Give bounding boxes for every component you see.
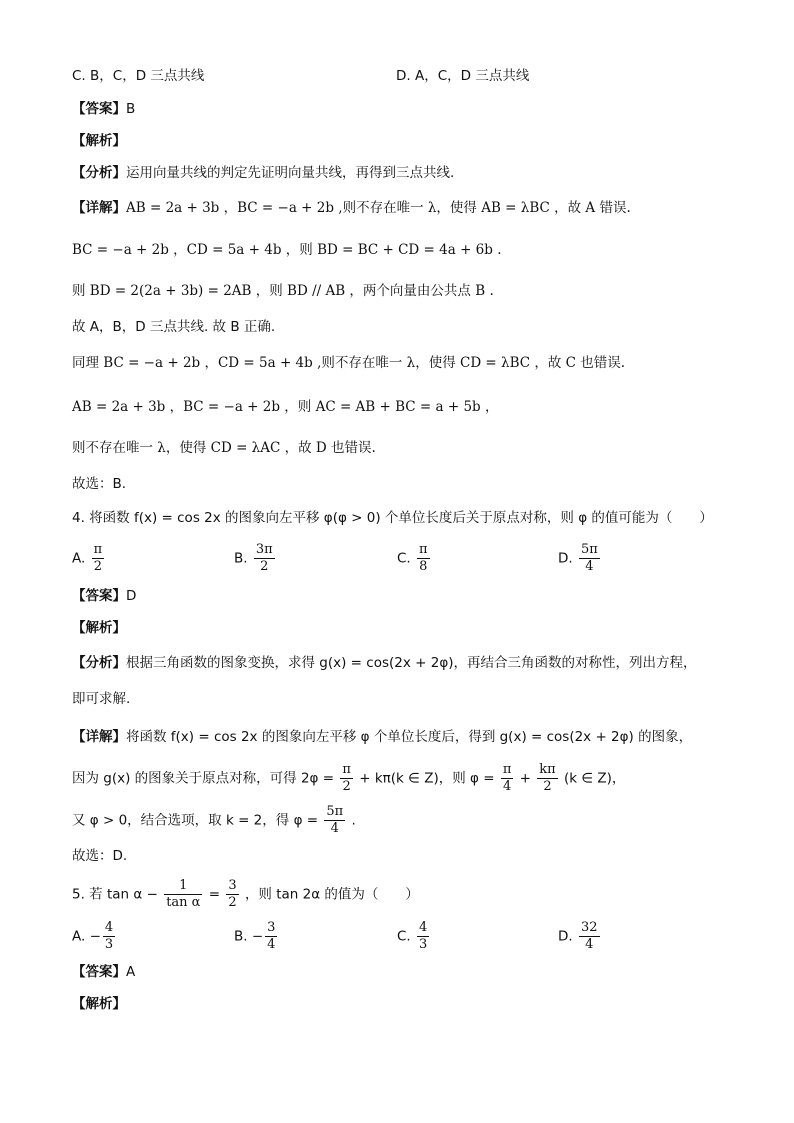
fenxi-text: 运用向量共线的判定先证明向量共线，再得到三点共线.: [126, 165, 455, 181]
q4-fenxi-line: [72, 653, 697, 673]
fraction: $\frac{\pi}{2}$: [342, 762, 351, 794]
fenxi-tag: 【分析】: [72, 165, 126, 181]
fenxi-tag: 【分析】: [72, 655, 126, 671]
q5-answer-line: [72, 962, 135, 982]
fraction: $\frac{3}{2}$: [228, 878, 237, 910]
analysis-tag: 【解析】: [72, 133, 126, 149]
detail-tag: 【详解】: [72, 729, 126, 745]
fraction: $\frac{1}{\text{tan α}}$: [166, 878, 201, 910]
q4-option-c: [397, 542, 432, 575]
option-label: C.: [397, 928, 411, 945]
option-label: B.: [234, 928, 248, 945]
q5-option-c: [397, 920, 431, 953]
q5-option-d: [558, 920, 602, 953]
q5-option-a: [72, 920, 117, 953]
option-fraction: $\frac{4}{3}$: [104, 920, 114, 952]
q4-stem: 4. 将函数 f(x) = cos 2x 的图象向左平移 φ(φ > 0) 个单位长度后关于原点对称，则 φ 的值可能为（ ）: [72, 510, 713, 526]
option-sign: −: [251, 928, 264, 945]
option-label: B.: [234, 550, 248, 567]
option-fraction: $\frac{4}{3}$: [419, 920, 428, 952]
q3-detail-line-1: [72, 198, 631, 218]
detail-tag: 【详解】: [72, 200, 126, 216]
q3-detail-line-3: 则 BD = 2(2a + 3b) = 2AB ，则 BD // AB ，两个向量由公共点 B .: [72, 283, 494, 299]
detail-text: AB = 2a + 3b ，BC = −a + 2b ,则不存在唯一 λ，使得 AB = λBC ，故 A 错误.: [126, 200, 631, 216]
q4-choose: 故选：D.: [72, 848, 128, 864]
option-label: A.: [72, 928, 86, 945]
fraction: $\frac{k\pi}{2}$: [539, 762, 556, 794]
answer-tag: 【答案】: [72, 101, 126, 117]
q3-detail-line-5: 同理 BC = −a + 2b ，CD = 5a + 4b ,则不存在唯一 λ，使得 CD = λBC ，故 C 也错误.: [72, 355, 626, 371]
detail-text: +: [519, 770, 531, 787]
q3-analysis-tag: [72, 131, 126, 151]
detail-text: 因为 g(x) 的图象关于原点对称，可得 2φ =: [72, 770, 335, 787]
detail-text: + kπ(k ∈ Z)，则 φ =: [359, 770, 495, 787]
q4-fenxi-line-2: 即可求解.: [72, 691, 131, 707]
detail-text: (k ∈ Z)，: [563, 770, 626, 787]
answer-value: D: [126, 588, 137, 604]
fraction: $\frac{\pi}{4}$: [502, 762, 512, 794]
option-label: A.: [72, 550, 86, 567]
q3-fenxi-line: [72, 163, 454, 183]
option-label: D.: [558, 928, 573, 945]
q4-option-d: [558, 542, 602, 575]
q4-answer-line: [72, 586, 136, 606]
option-fraction: $\frac{\pi}{8}$: [419, 542, 428, 574]
q5-analysis-tag: [72, 994, 126, 1014]
q3-option-d: D. A，C，D 三点共线: [396, 68, 530, 84]
detail-text: 将函数 f(x) = cos 2x 的图象向左平移 φ 个单位长度后，得到 g(x) = cos(2x + 2φ) 的图象，: [126, 729, 693, 745]
fenxi-text: 根据三角函数的图象变换，求得 g(x) = cos(2x + 2φ)，再结合三角函数的对称性，列出方程，: [126, 655, 697, 671]
detail-text: .: [351, 812, 356, 829]
analysis-tag: 【解析】: [72, 620, 126, 636]
q4-analysis-tag: [72, 618, 126, 638]
q3-choose: 故选：B.: [72, 476, 127, 492]
option-fraction: $\frac{3\pi}{2}$: [255, 542, 273, 574]
q4-option-a: [72, 542, 106, 575]
q5-stem: [72, 878, 419, 911]
option-fraction: $\frac{5\pi}{4}$: [580, 542, 598, 574]
q3-detail-line-4: 故 A，B，D 三点共线. 故 B 正确.: [72, 319, 276, 335]
option-label: C.: [397, 550, 411, 567]
option-fraction: $\frac{\pi}{2}$: [93, 542, 103, 574]
q3-detail-line-7: 则不存在唯一 λ，使得 CD = λAC ，故 D 也错误.: [72, 440, 376, 456]
answer-tag: 【答案】: [72, 588, 126, 604]
q3-detail-line-2: BC = −a + 2b ，CD = 5a + 4b ，则 BD = BC + CD = 4a + 6b .: [72, 242, 502, 258]
q4-detail-line-1: [72, 727, 692, 747]
answer-value: B: [126, 101, 136, 117]
option-sign: −: [89, 928, 101, 945]
option-label: D.: [558, 550, 573, 567]
option-fraction: $\frac{3}{4}$: [267, 920, 276, 952]
stem-text: ，则 tan 2α 的值为（ ）: [244, 886, 419, 903]
q3-detail-line-6: AB = 2a + 3b ，BC = −a + 2b ，则 AC = AB + BC = a + 5b ，: [72, 399, 499, 415]
option-fraction: $\frac{32}{4}$: [580, 920, 598, 952]
answer-tag: 【答案】: [72, 964, 126, 980]
stem-text: =: [208, 886, 221, 903]
answer-value: A: [126, 964, 136, 980]
q4-option-b: [234, 542, 277, 575]
q4-detail-line-3: [72, 804, 356, 837]
q4-detail-line-2: [72, 762, 625, 795]
stem-text: 5. 若 tan α −: [72, 886, 158, 903]
detail-text: 又 φ > 0，结合选项，取 k = 2，得 φ =: [72, 812, 319, 829]
q3-answer-line: [72, 99, 135, 119]
fraction: $\frac{5\pi}{4}$: [326, 804, 344, 836]
q3-option-c: C. B，C，D 三点共线: [72, 68, 205, 84]
analysis-tag: 【解析】: [72, 996, 126, 1012]
q5-option-b: [234, 920, 279, 953]
